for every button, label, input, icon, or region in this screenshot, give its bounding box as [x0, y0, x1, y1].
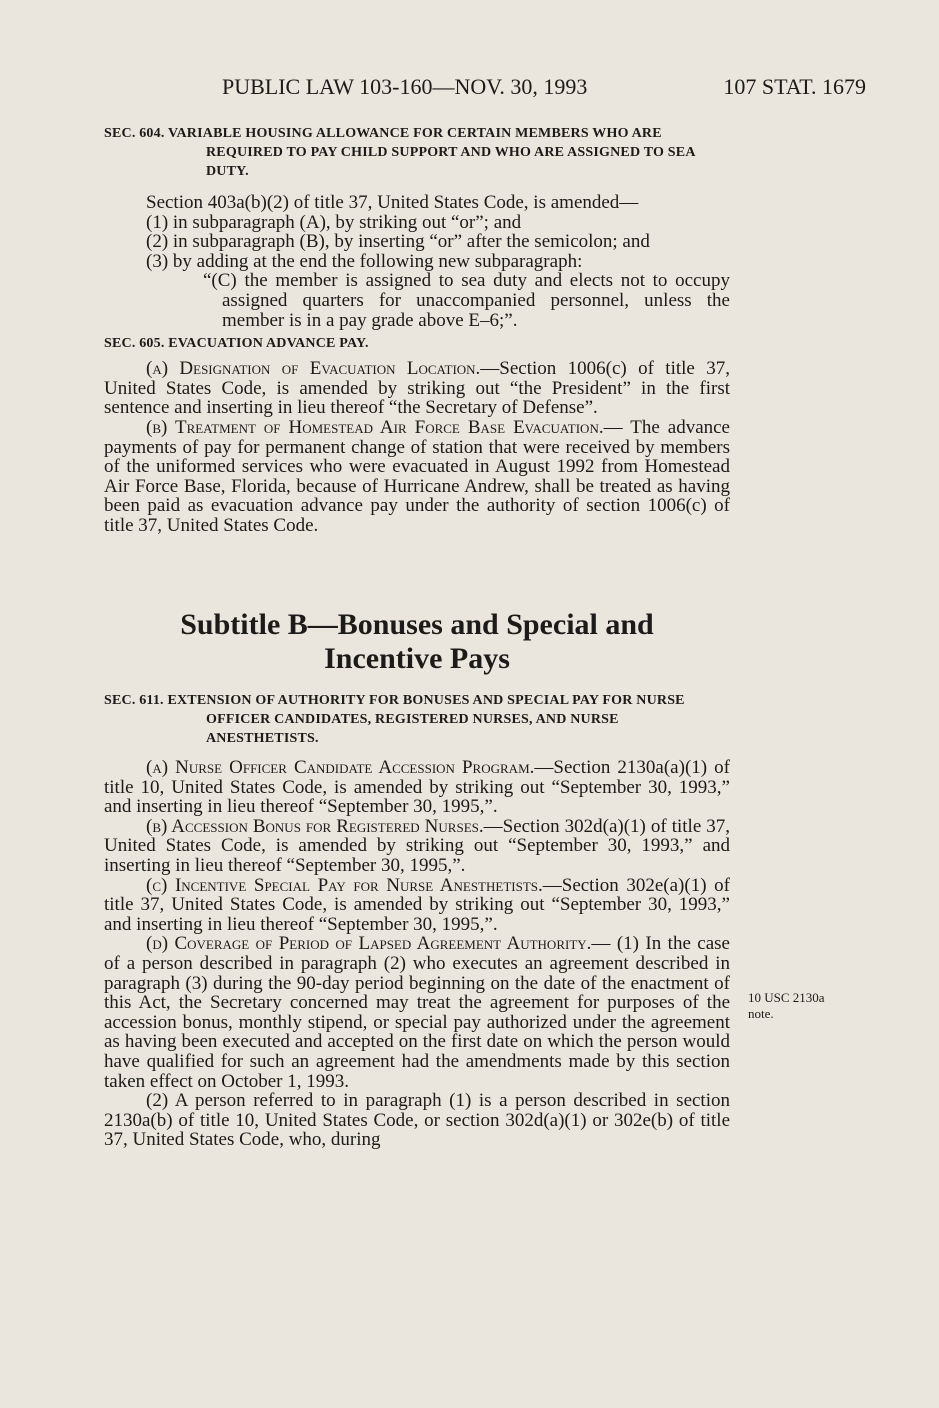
header-stat-page: 107 STAT. 1679	[723, 74, 866, 99]
sec611-d-caption: (d) Coverage of Period of Lapsed Agreement Authority.	[146, 933, 592, 955]
sec604-para3: (3) by adding at the end the following new subparagraph:	[146, 250, 583, 272]
sec611-d-text: — (1) In the case of a person described in paragraph (2) who executes an agreement described in paragraph (3) during the 90-day period beginning on the date of the enactment of this Act, the Secretary concerned may treat the agreement for purposes of the accession bonus, monthly stipend, or special pay authorized under the agreement as having been executed and accepted on the first date on which the person would have qualified for such an agreement had the amendments made by this section taken effect on October 1, 1993.	[104, 933, 730, 1092]
sec611-subsection-a	[104, 758, 730, 817]
sec605-subsection-b	[104, 418, 730, 536]
sec611-subsection-c	[104, 876, 730, 935]
sec604-heading: SEC. 604. VARIABLE HOUSING ALLOWANCE FOR CERTAIN MEMBERS WHO ARE REQUIRED TO PAY CHILD SUPPORT AND WHO ARE ASSIGNED TO SEA DUTY.	[104, 126, 695, 179]
sec611-a-caption: (a) Nurse Officer Candidate Accession Program.	[146, 757, 535, 778]
subtitle-line-2: Incentive Pays	[324, 642, 510, 675]
sec611-b-caption: (b) Accession Bonus for Registered Nurses.	[146, 815, 484, 837]
sec605-subsection-a	[104, 359, 730, 418]
sec611-subsection-d	[104, 934, 730, 1091]
sec611-subsection-d-paragraph-2: (2) A person referred to in paragraph (1) is a person described in section 2130a(b) of title 10, United States Code, or section 302d(a)(1) or 302e(b) of title 37, United States Code, who, during	[104, 1090, 730, 1151]
subtitle-heading	[104, 608, 730, 676]
margin-note	[748, 990, 868, 1022]
sec605-a-caption: (a) Designation of Evacuation Location.	[146, 358, 481, 380]
sec604-para2: (2) in subparagraph (B), by inserting “or” after the semicolon; and	[146, 231, 650, 253]
sec605-heading: SEC. 605. EVACUATION ADVANCE PAY.	[104, 336, 369, 352]
sec611-b-text: —Section 302d(a)(1) of title 37, United States Code, is amended by striking out “September 30, 1993,” and inserting in lieu thereof “September 30, 1995,”.	[104, 815, 731, 876]
sec604-para1: (1) in subparagraph (A), by striking out “or”; and	[146, 211, 522, 233]
lower-column	[104, 691, 730, 1150]
margin-note-citation: 10 USC 2130a	[748, 990, 825, 1005]
sec604-intro: Section 403a(b)(2) of title 37, United States Code, is amended—	[146, 192, 639, 213]
sec604-quoted-subparagraph: “(C) the member is assigned to sea duty and elects not to occupy assigned quarters for unaccompanied personnel, unless the member is in a pay grade above E–6;”.	[203, 270, 730, 331]
sec611-subsection-b	[104, 817, 730, 876]
upper-column	[104, 124, 730, 536]
subtitle-line-1: Subtitle B—Bonuses and Special and	[180, 608, 654, 641]
margin-note-label: note.	[748, 1006, 774, 1021]
sec611-c-caption: (c) Incentive Special Pay for Nurse Anesthetists.	[146, 874, 543, 896]
sec611-a-text: —Section 2130a(a)(1) of title 10, United States Code, is amended by striking out “September 30, 1993,” and inserting in lieu thereof “September 30, 1995,”.	[104, 757, 730, 818]
header-law-citation: PUBLIC LAW 103-160—NOV. 30, 1993	[222, 74, 588, 99]
sec611-c-text: —Section 302e(a)(1) of title 37, United States Code, is amended by striking out “September 30, 1993,” and inserting in lieu thereof “September 30, 1995,”.	[104, 874, 730, 935]
sec605-b-text: — The advance payments of pay for permanent change of station that were received by members of the uniformed services who were evacuated in August 1992 from Homestead Air Force Base, Florida, because of Hurricane Andrew, shall be treated as having been paid as evacuation advance pay under the authority of section 1006(c) of title 37, United States Code.	[104, 416, 730, 536]
sec605-b-caption: (b) Treatment of Homestead Air Force Base Evacuation.	[146, 416, 604, 438]
sec611-heading: SEC. 611. EXTENSION OF AUTHORITY FOR BONUSES AND SPECIAL PAY FOR NURSE OFFICER CANDIDATES, REGISTERED NURSES, AND NURSE ANESTHETISTS.	[104, 693, 685, 746]
sec605-a-text: —Section 1006(c) of title 37, United States Code, is amended by striking out “the President” in the first sentence and inserting in lieu thereof “the Secretary of Defense”.	[104, 358, 730, 419]
